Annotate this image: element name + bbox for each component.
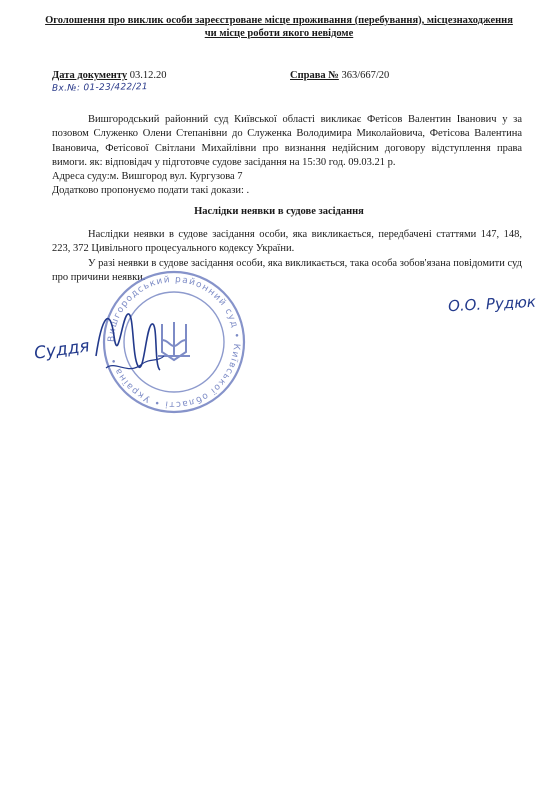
consequences-paragraph-1: Наслідки неявки в судове засідання особи, яка викликається, передбачені статтями 147, 148, 223, 372 Цивільного процесуального кодексу України. [52,229,522,255]
court-address: Адреса суду:м. Вишгород вул. Кургузова 7 [52,171,243,183]
case-value: 363/667/20 [341,70,390,81]
document-date [52,70,166,81]
evidence-request: Додатково пропонуємо подати такі докази: . [52,185,250,197]
consequences-paragraph-2: У разі неявки в судове засідання особи, яка викликається, така особа зобов'язана повідомити суд про причини неявки. [52,257,522,283]
stamp-text: Вишгородський районний суд • Київської області • Україна • [106,274,242,410]
document-title: Оголошення про виклик особи зареєстроване місце проживання (перебування), місцезнаходження чи місце роботи якого невідоме [45,15,513,39]
summons-paragraph: Вишгородський районний суд Київської області викликає Фетісов Валентин Іванович у за позовом Служенко Олени Степанівни до Служенка Володимира Миколайовича, Фетісова Валентина Івановича, Фетісової Світлани Михайлівни про визнання недійсним договору відступлення права вимоги. як: відповідач у підготовче судове засідання на 15:30 год. 09.03.21 р. [52,114,522,168]
date-value: 03.12.20 [129,70,167,81]
case-label: Справа № [290,70,339,81]
judge-signature-label: Суддя [32,336,91,364]
judge-name-handwritten: О.О. Рудюк [447,292,537,316]
date-label: Дата документу [52,70,128,81]
judge-signature-scrawl-icon [88,296,168,396]
handwritten-incoming-number: Вх.№: 01-23/422/21 [51,82,148,94]
consequences-heading: Наслідки неявки в судове засідання [194,206,364,217]
case-number [290,70,389,81]
summons-body [52,113,522,199]
